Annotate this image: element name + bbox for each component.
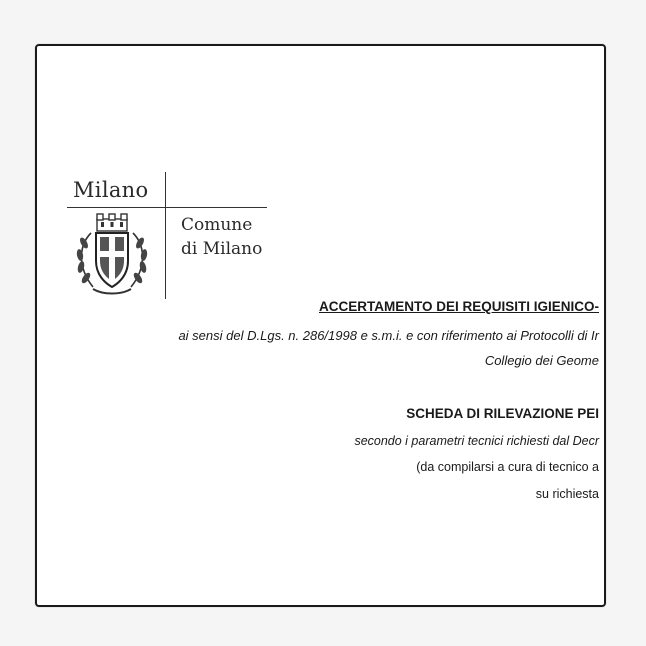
logo-comune-line1: Comune — [181, 215, 253, 235]
request-note: su richiesta — [535, 487, 599, 501]
milano-crest-icon — [71, 211, 153, 297]
logo-comune-line2: di Milano — [181, 239, 263, 259]
form-subtitle: secondo i parametri tecnici richiesti dal Decr — [354, 434, 599, 448]
form-title: SCHEDA DI RILEVAZIONE PEI — [406, 406, 599, 421]
logo-divider-horizontal — [67, 207, 267, 208]
document-frame — [35, 44, 606, 607]
reference-text-line2: Collegio dei Geome — [484, 353, 599, 368]
logo-city-name: Milano — [73, 178, 149, 202]
compilation-note: (da compilarsi a cura di tecnico a — [416, 460, 599, 474]
reference-text-line1: ai sensi del D.Lgs. n. 286/1998 e s.m.i. e con riferimento ai Protocolli di Ir — [178, 328, 599, 343]
document-title: ACCERTAMENTO DEI REQUISITI IGIENICO- — [318, 299, 599, 314]
logo-divider-vertical — [165, 172, 166, 299]
